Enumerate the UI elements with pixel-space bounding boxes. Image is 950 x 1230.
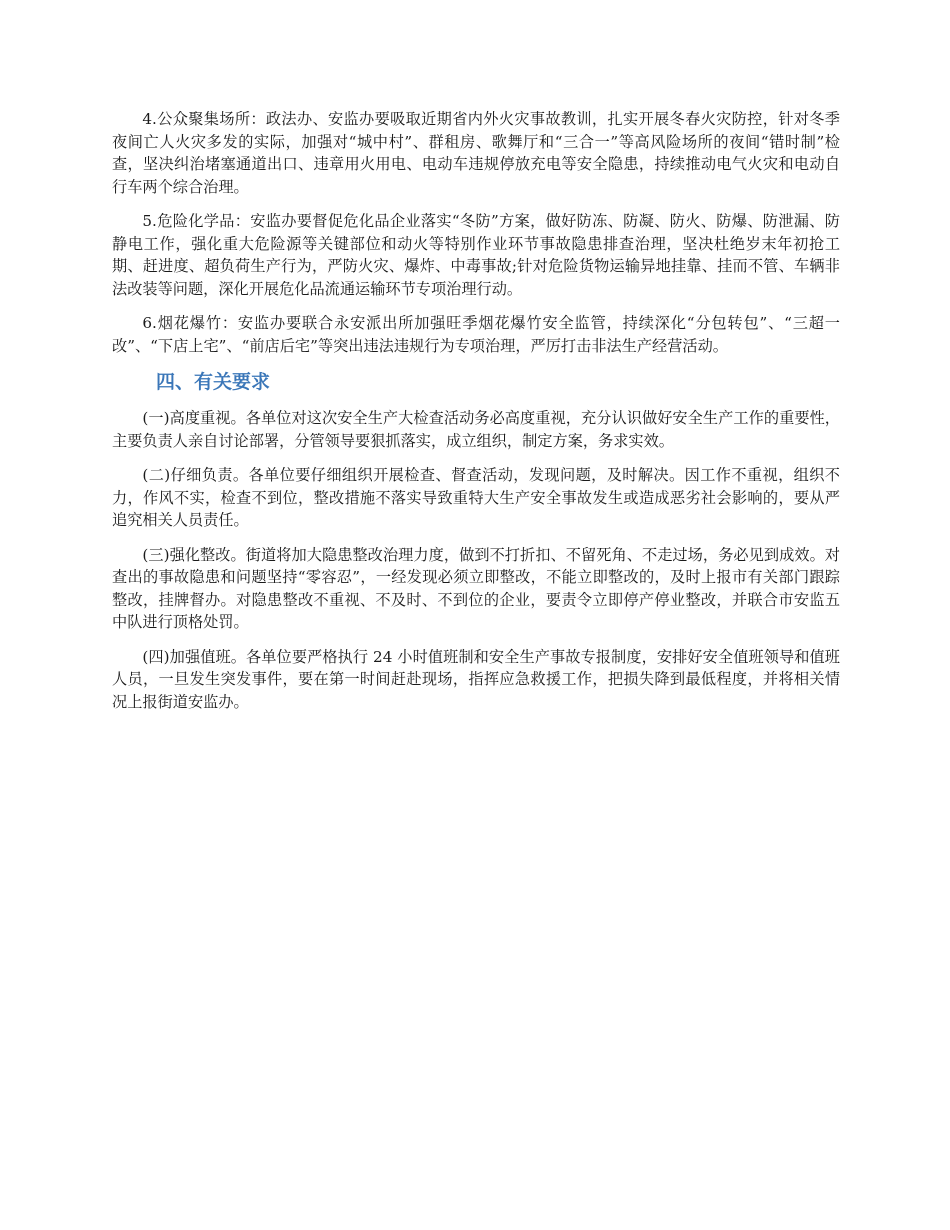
paragraph-requirement-1: (一)高度重视。各单位对这次安全生产大检查活动务必高度重视，充分认识做好安全生产工作的重要性，主要负责人亲自讨论部署，分管领导要狠抓落实，成立组织，制定方案，务求实效。 (112, 409, 840, 450)
paragraph-public-gathering-places: 4.公众聚集场所：政法办、安监办要吸取近期省内外火灾事故教训，扎实开展冬春火灾防控，针对冬季夜间亡人火灾多发的实际，加强对“城中村”、群租房、歌舞厅和“三合一”等高风险场所的夜间“错时制”检查，坚决纠治堵塞通道出口、违章用火用电、电动车违规停放充电等安全隐患，持续推动电气火灾和电动自行车两个综合治理。 (112, 110, 840, 196)
paragraph-requirement-2: (二)仔细负责。各单位要仔细组织开展检查、督查活动，发现问题，及时解决。因工作不重视，组织不力，作风不实，检查不到位，整改措施不落实导致重特大生产安全事故发生或造成恶劣社会影响的，要从严追究相关人员责任。 (112, 466, 840, 529)
section-heading: 四、有关要求 (156, 371, 271, 393)
paragraph-fireworks: 6.烟花爆竹：安监办要联合永安派出所加强旺季烟花爆竹安全监管，持续深化“分包转包”、“三超一改”、“下店上宅”、“前店后宅”等突出违法违规行为专项治理，严厉打击非法生产经营活动。 (112, 314, 840, 355)
paragraph-requirement-3: (三)强化整改。街道将加大隐患整改治理力度，做到不打折扣、不留死角、不走过场，务必见到成效。对查出的事故隐患和问题坚持“零容忍”，一经发现必须立即整改，不能立即整改的，及时上报市有关部门跟踪整改，挂牌督办。对隐患整改不重视、不及时、不到位的企业，要责令立即停产停业整改，并联合市安监五中队进行顶格处罚。 (112, 545, 840, 631)
paragraph-hazardous-chemicals: 5.危险化学品：安监办要督促危化品企业落实“冬防”方案，做好防冻、防凝、防火、防爆、防泄漏、防静电工作，强化重大危险源等关键部位和动火等特别作业环节事故隐患排查治理，坚决杜绝岁末年初抢工期、赶进度、超负荷生产行为，严防火灾、爆炸、中毒事故;针对危险货物运输异地挂靠、挂而不管、车辆非法改装等问题，深化开展危化品流通运输环节专项治理行动。 (112, 212, 840, 298)
document-page (112, 108, 840, 725)
paragraph-requirement-4: (四)加强值班。各单位要严格执行 24 小时值班制和安全生产事故专报制度，安排好安全值班领导和值班人员，一旦发生突发事件，要在第一时间赶赴现场，指挥应急救援工作，把损失降到最低程度，并将相关情况上报街道安监办。 (112, 647, 840, 711)
